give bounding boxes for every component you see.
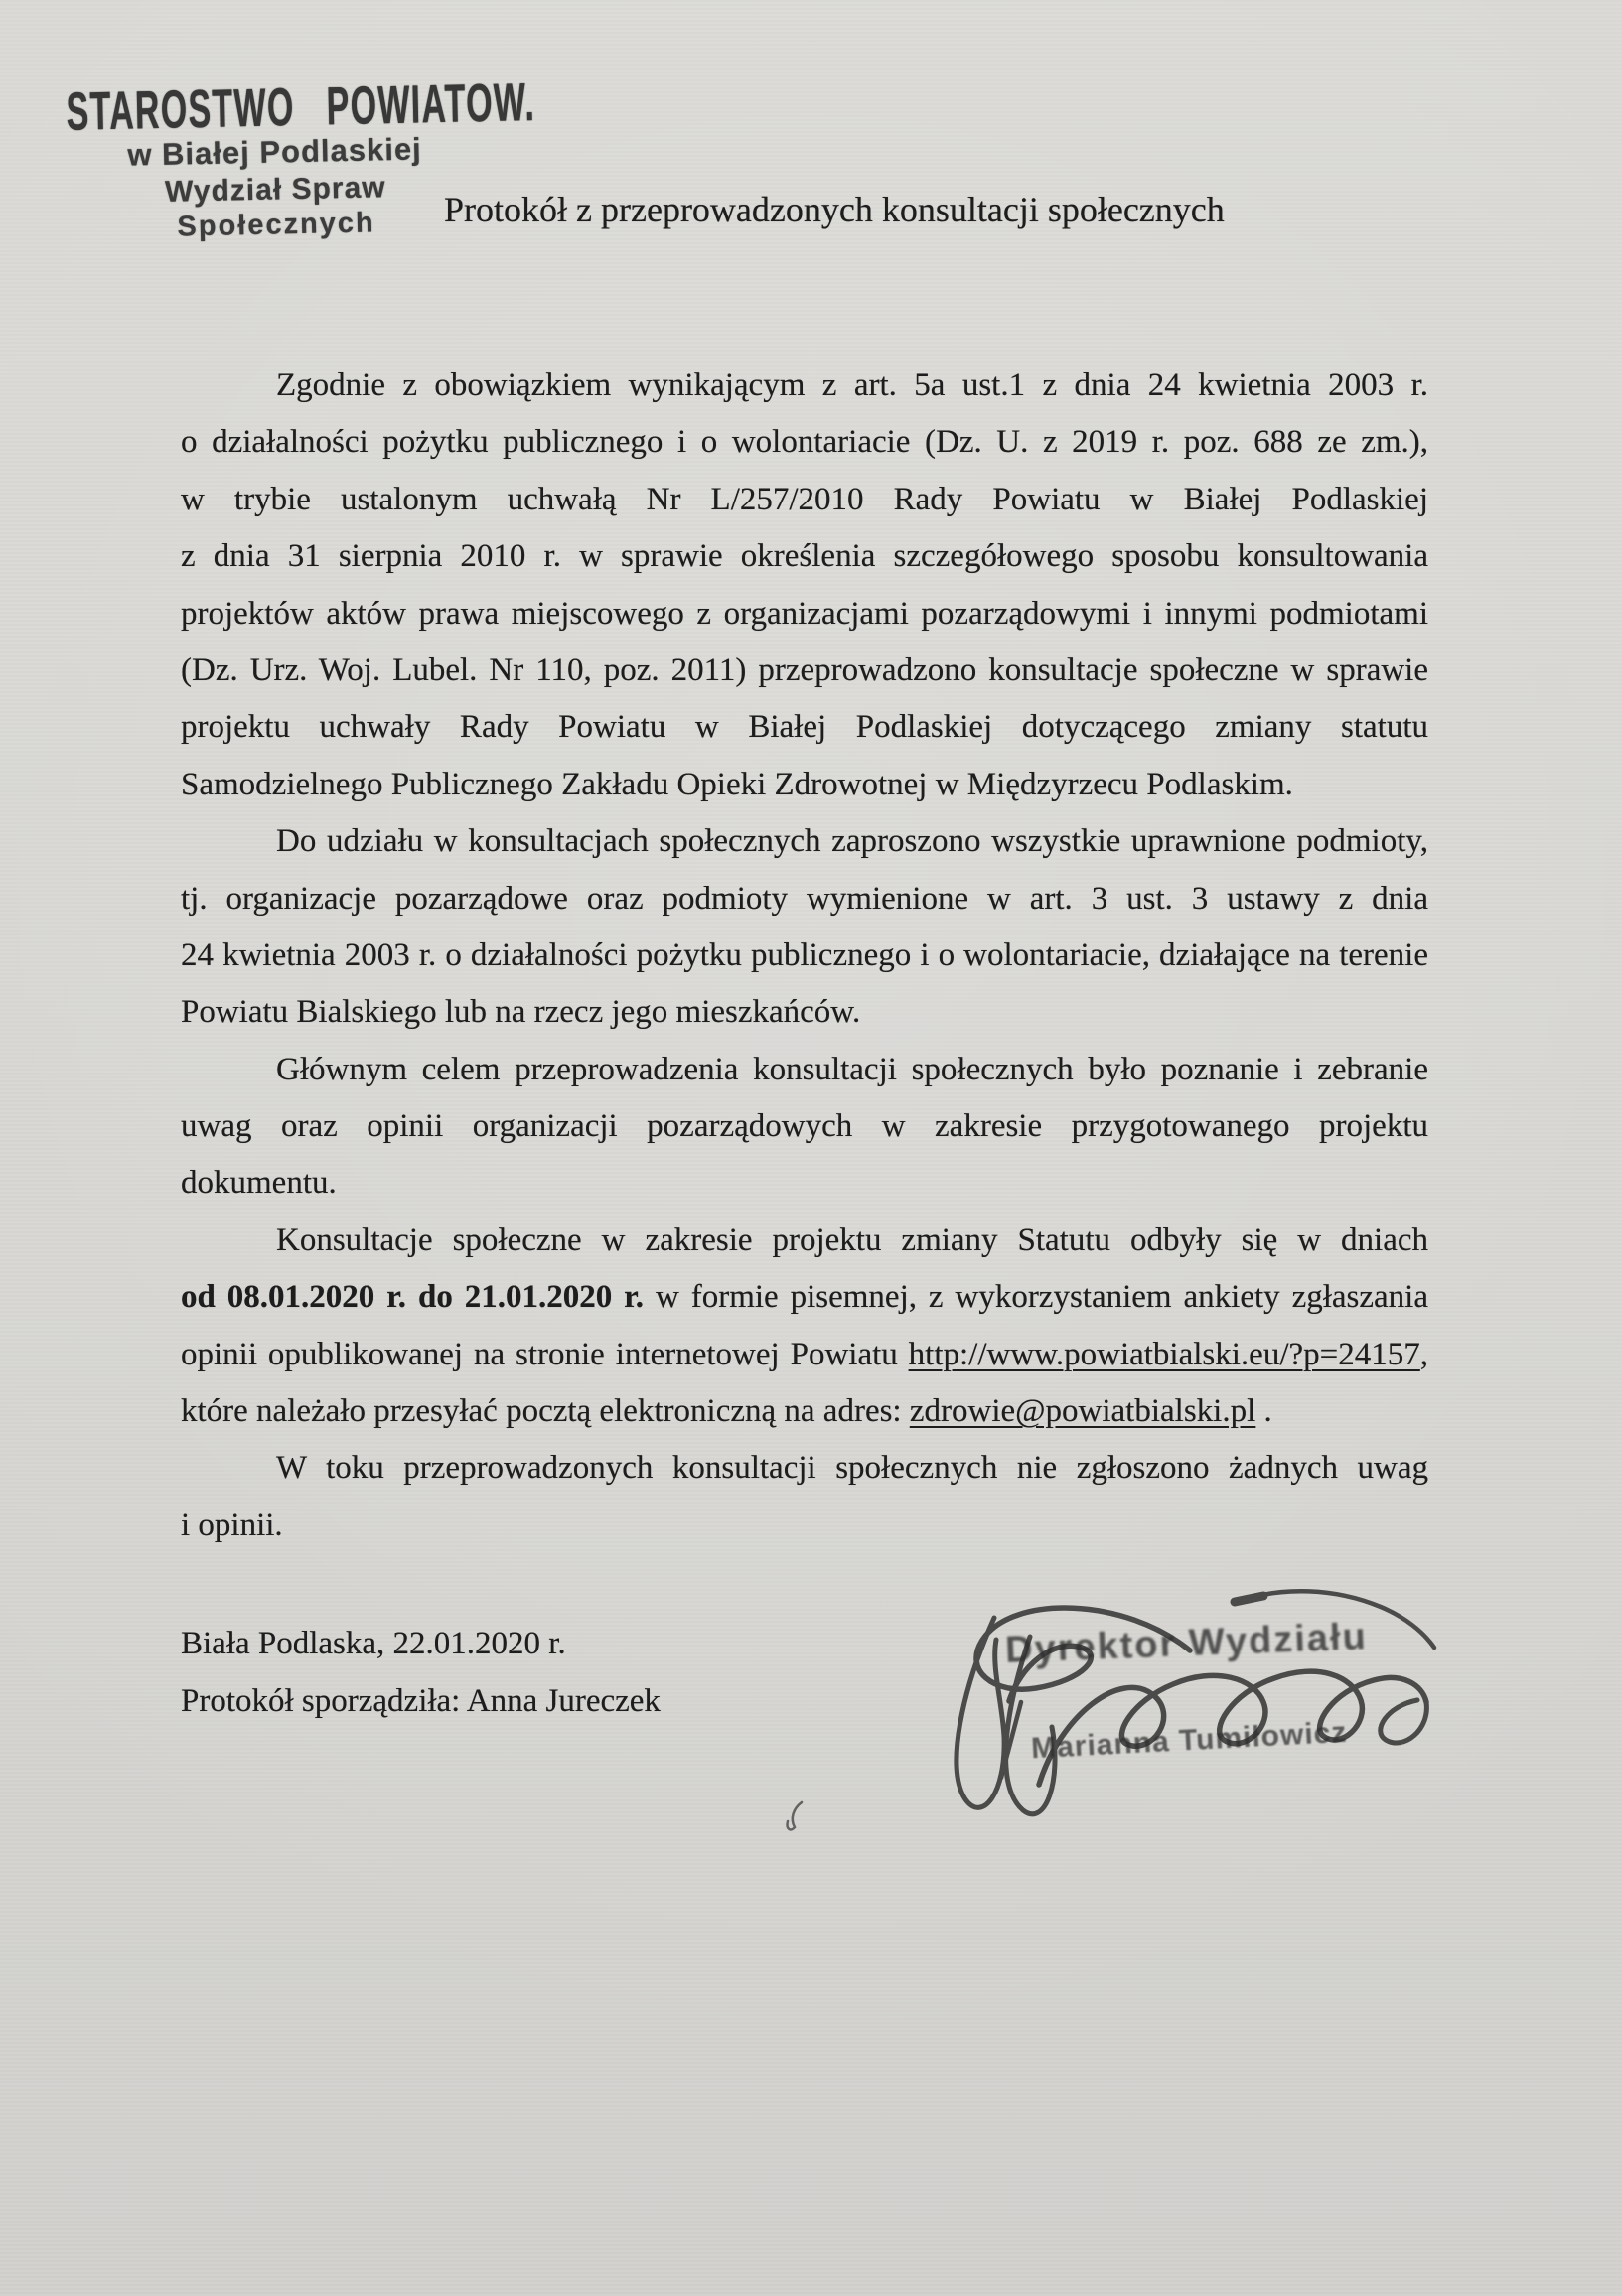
- text-line: [181, 1383, 1428, 1440]
- text-segment: z dnia 31 sierpnia 2010 r. w sprawie określenia szczegółowego sposobu konsultowania: [181, 538, 1428, 575]
- paragraph: [181, 1213, 1428, 1441]
- text-segment: Do udziału w konsultacjach społecznych zaproszono wszystkie uprawnione podmioty,: [276, 823, 1428, 860]
- signature-stamp-name: Marianna Tumiłowicz: [1030, 1715, 1349, 1766]
- text-line: [181, 1042, 1428, 1098]
- text-segment: Samodzielnego Publicznego Zakładu Opieki Zdrowotnej w Międzyrzecu Podlaskim.: [181, 766, 1293, 802]
- text-segment: dokumentu.: [181, 1165, 337, 1202]
- text-line: [181, 1440, 1428, 1497]
- text-segment: Zgodnie z obowiązkiem wynikającym z art. 5a ust.1 z dnia 24 kwietnia 2003 r.: [276, 367, 1428, 403]
- text-line: [181, 1327, 1428, 1383]
- prepared-by: Protokół sporządziła: Anna Jureczek: [181, 1683, 661, 1719]
- text-line: [181, 414, 1428, 471]
- text-line: [181, 757, 1428, 813]
- office-stamp-city: w Białej Podlaskiej: [126, 131, 423, 173]
- text-line: [181, 928, 1428, 984]
- place-and-date: Biała Podlaska, 22.01.2020 r.: [181, 1626, 566, 1661]
- paragraph: [181, 358, 1428, 813]
- text-line: [181, 1213, 1428, 1269]
- text-line: [181, 1155, 1428, 1212]
- office-stamp: [62, 72, 536, 250]
- text-line: [181, 699, 1428, 756]
- paragraph: [181, 1440, 1428, 1554]
- office-stamp-name: STAROSTWO POWIATOW.: [66, 72, 536, 142]
- document-footer: [181, 1615, 661, 1730]
- paragraph: [181, 813, 1428, 1042]
- text-segment: w formie pisemnej, z wykorzystaniem ankiety zgłaszania: [644, 1279, 1428, 1316]
- stray-pen-mark: [788, 1802, 802, 1829]
- text-line: [181, 1098, 1428, 1155]
- text-segment: uwag oraz opinii organizacji pozarządowych w zakresie przygotowanego projektu: [181, 1108, 1428, 1145]
- office-stamp-department2: Społecznych: [177, 207, 376, 243]
- text-segment: w trybie ustalonym uchwałą Nr L/257/2010 Rady Powiatu w Białej Podlaskiej: [181, 481, 1428, 517]
- text-segment: Głównym celem przeprowadzenia konsultacji społecznych było poznanie i zebranie: [276, 1051, 1428, 1087]
- text-line: [181, 472, 1428, 528]
- text-segment: ,: [1419, 1336, 1428, 1372]
- text-segment: (Dz. Urz. Woj. Lubel. Nr 110, poz. 2011) przeprowadzono konsultacje społeczne w sprawie: [181, 651, 1428, 688]
- text-segment: 24 kwietnia 2003 r. o działalności pożytku publicznego i o wolontariacie, działające na terenie: [181, 936, 1428, 973]
- text-segment: tj. organizacje pozarządowe oraz podmioty wymienione w art. 3 ust. 3 ustawy z dnia: [181, 880, 1428, 917]
- text-line: [181, 643, 1428, 699]
- text-segment: które należało przesyłać pocztą elektroniczną na adres:: [181, 1393, 910, 1430]
- text-segment: i opinii.: [181, 1507, 283, 1543]
- text-line: [181, 1498, 1428, 1554]
- text-line: [181, 984, 1428, 1041]
- text-segment: .: [1255, 1393, 1272, 1430]
- paragraph: [181, 1042, 1428, 1213]
- text-line: [181, 871, 1428, 928]
- text-segment: projektu uchwały Rady Powiatu w Białej Podlaskiej dotyczącego zmiany statutu: [181, 709, 1428, 746]
- text-segment: o działalności pożytku publicznego i o wolontariacie (Dz. U. z 2019 r. poz. 688 ze zm.),: [181, 424, 1428, 461]
- text-segment: opinii opublikowanej na stronie internetowej Powiatu: [181, 1336, 909, 1372]
- document-title: Protokół z przeprowadzonych konsultacji społecznych: [444, 190, 1225, 229]
- inline-link[interactable]: http://www.powiatbialski.eu/?p=24157: [908, 1336, 1420, 1372]
- text-line: [181, 1269, 1428, 1326]
- text-segment: projektów aktów prawa miejscowego z organizacjami pozarządowymi i innymi podmiotami: [181, 595, 1428, 632]
- text-segment: Powiatu Bialskiego lub na rzecz jego mieszkańców.: [181, 994, 861, 1031]
- inline-link[interactable]: zdrowie@powiatbialski.pl: [909, 1393, 1256, 1430]
- text-line: [181, 358, 1428, 414]
- text-segment: od 08.01.2020 r. do 21.01.2020 r.: [181, 1279, 645, 1316]
- signature-stamp-title: Dyrektor Wydziału: [1004, 1616, 1369, 1671]
- text-line: [181, 813, 1428, 870]
- text-line: [181, 586, 1428, 643]
- office-stamp-department: Wydział Spraw: [164, 171, 386, 209]
- text-segment: W toku przeprowadzonych konsultacji społecznych nie zgłoszono żadnych uwag: [276, 1450, 1428, 1487]
- text-line: [181, 528, 1428, 585]
- text-segment: Konsultacje społeczne w zakresie projektu zmiany Statutu odbyły się w dniach: [276, 1221, 1428, 1258]
- document-body: [181, 358, 1428, 1554]
